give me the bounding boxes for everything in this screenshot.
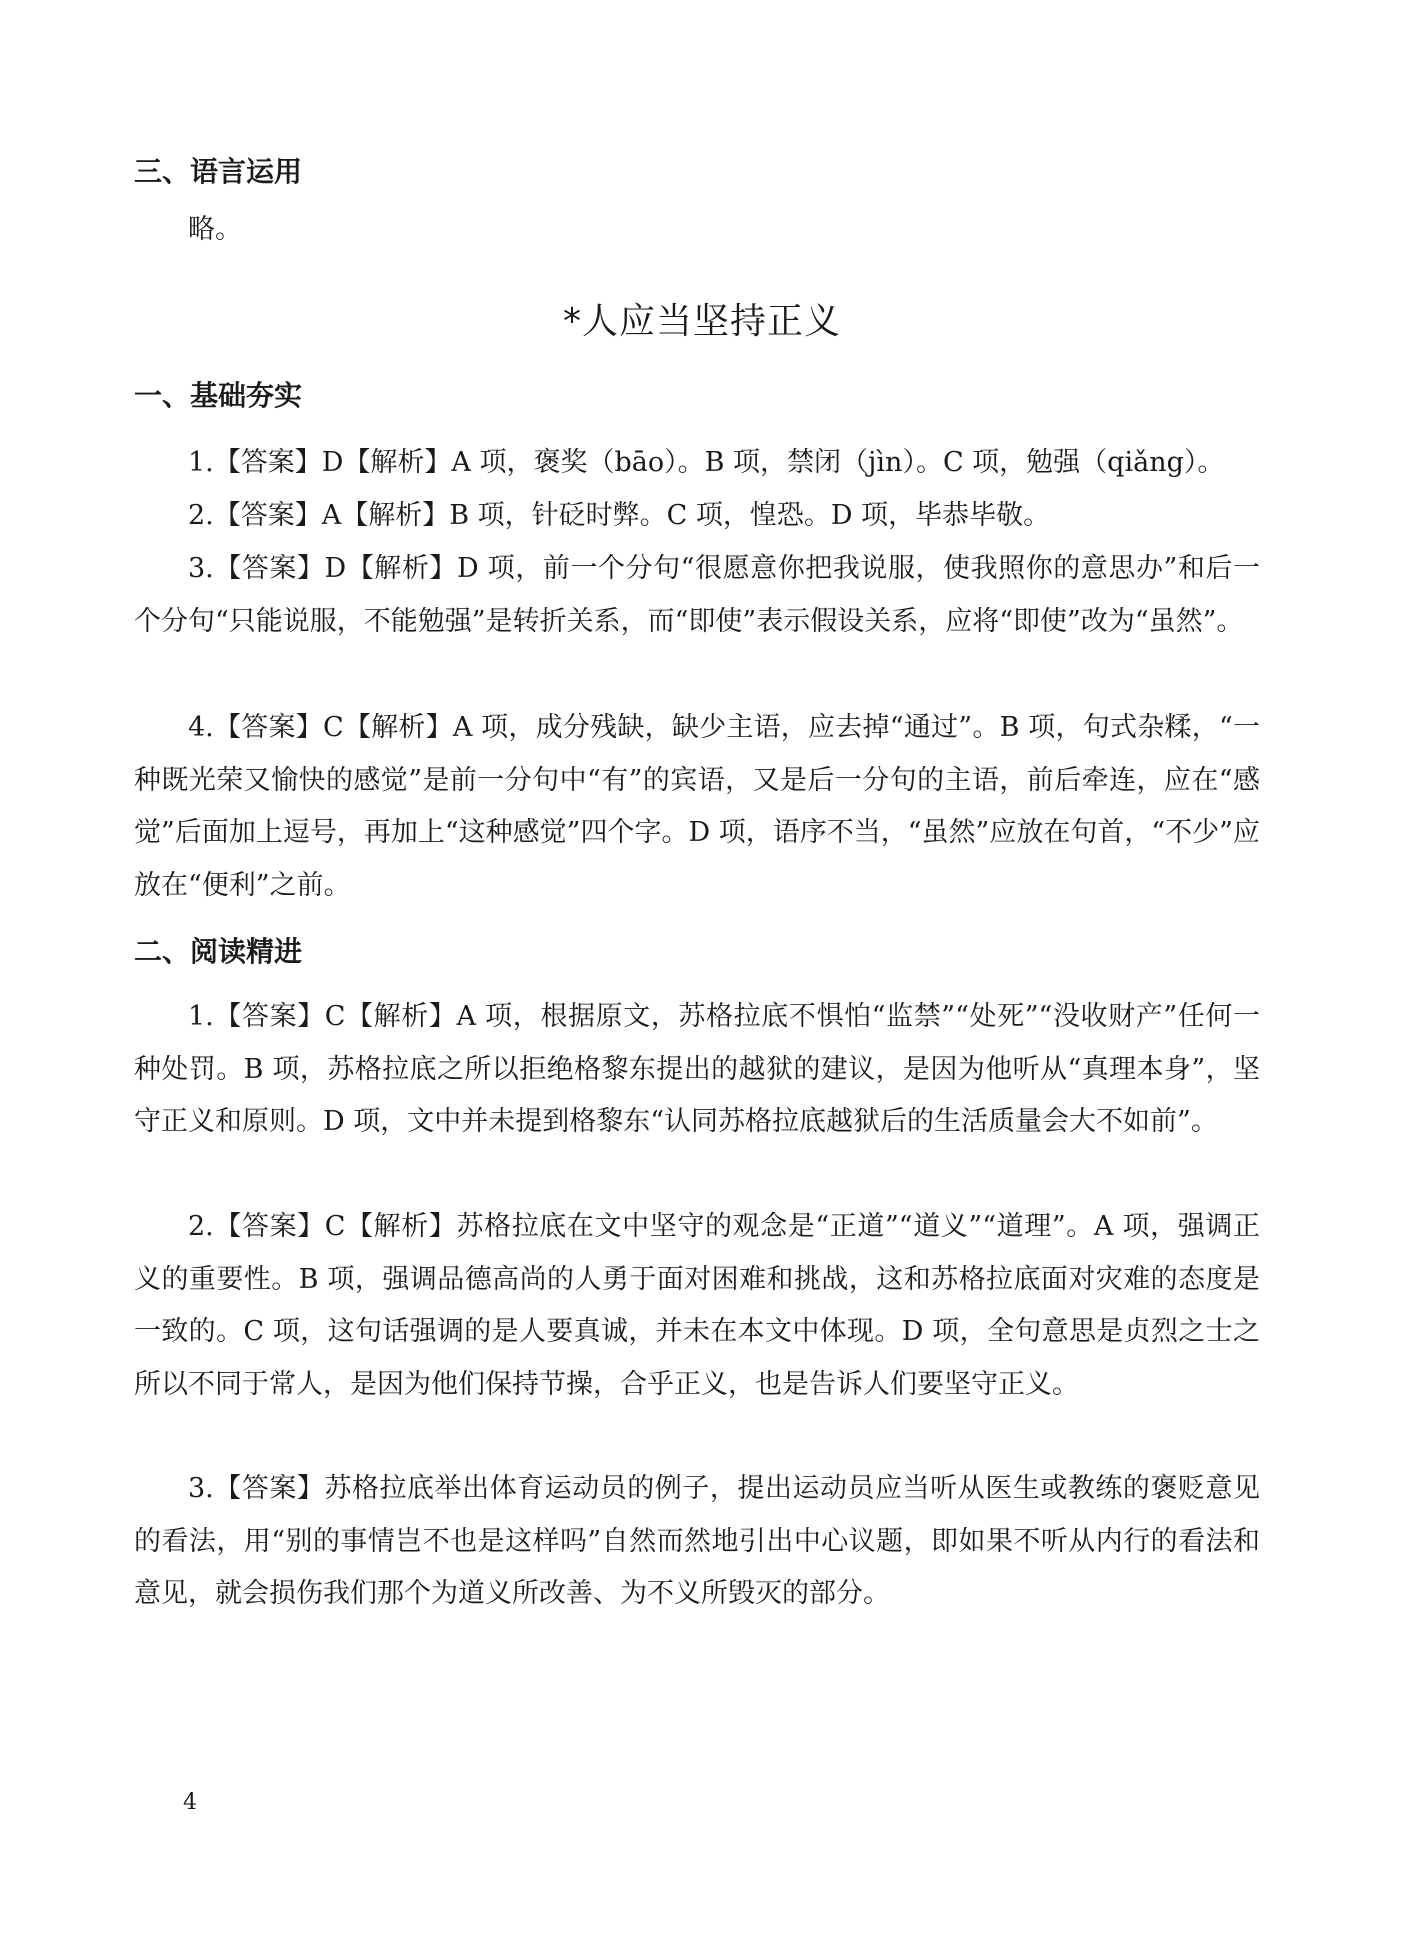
reading-answer-2: 2.【答案】C【解析】苏格拉底在文中坚守的观念是“正道”“道义”“道理”。A 项，强调正义的重要性。B 项，强调品德高尚的人勇于面对困难和挑战，这和苏格拉底面对灾难的态度是一致的。C 项，这句话强调的是人要真诚，并未在本文中体现。D 项，全句意思是贞烈之士之所以不同于常人，是因为他们保持节操，合乎正义，也是告诉人们要坚守正义。 xyxy=(134,1211,1260,1400)
basics-answer-4: 4.【答案】C【解析】A 项，成分残缺，缺少主语，应去掉“通过”。B 项，句式杂糅，“一种既光荣又愉快的感觉”是前一分句中“有”的宾语，又是后一分句的主语，前后牵连，应在“感觉”后面加上逗号，再加上“这种感觉”四个字。D 项，语序不当，“虽然”应放在句首，“不少”应放在“便利”之前。 xyxy=(134,712,1260,901)
article-title: *人应当坚持正义 xyxy=(562,301,841,342)
basics-answer-2: 2.【答案】A【解析】B 项，针砭时弊。C 项，惶恐。D 项，毕恭毕敬。 xyxy=(188,500,1051,531)
reading-answer-3: 3.【答案】苏格拉底举出体育运动员的例子，提出运动员应当听从医生或教练的褒贬意见的看法，用“别的事情岂不也是这样吗”自然而然地引出中心议题，即如果不听从内行的看法和意见，就会损伤我们那个为道义所改善、为不义所毁灭的部分。 xyxy=(134,1473,1260,1609)
section-heading-basics: 一、基础夯实 xyxy=(134,379,303,412)
page-number: 4 xyxy=(183,1790,197,1815)
section-heading-language-use: 三、语言运用 xyxy=(134,155,303,188)
section-3-answer: 略。 xyxy=(188,214,242,245)
reading-answer-1: 1.【答案】C【解析】A 项，根据原文，苏格拉底不惧怕“监禁”“处死”“没收财产”任何一种处罚。B 项，苏格拉底之所以拒绝格黎东提出的越狱的建议，是因为他听从“真理本身”，坚守正义和原则。D 项，文中并未提到格黎东“认同苏格拉底越狱后的生活质量会大不如前”。 xyxy=(134,1001,1260,1137)
basics-answer-3: 3.【答案】D【解析】D 项，前一个分句“很愿意你把我说服，使我照你的意思办”和后一个分句“只能说服，不能勉强”是转折关系，而“即使”表示假设关系，应将“即使”改为“虽然”。 xyxy=(134,553,1260,637)
basics-answer-1: 1.【答案】D【解析】A 项，褒奖（bāo）。B 项，禁闭（jìn）。C 项，勉强（qiǎng）。 xyxy=(188,447,1225,478)
section-heading-reading: 二、阅读精进 xyxy=(134,935,303,968)
